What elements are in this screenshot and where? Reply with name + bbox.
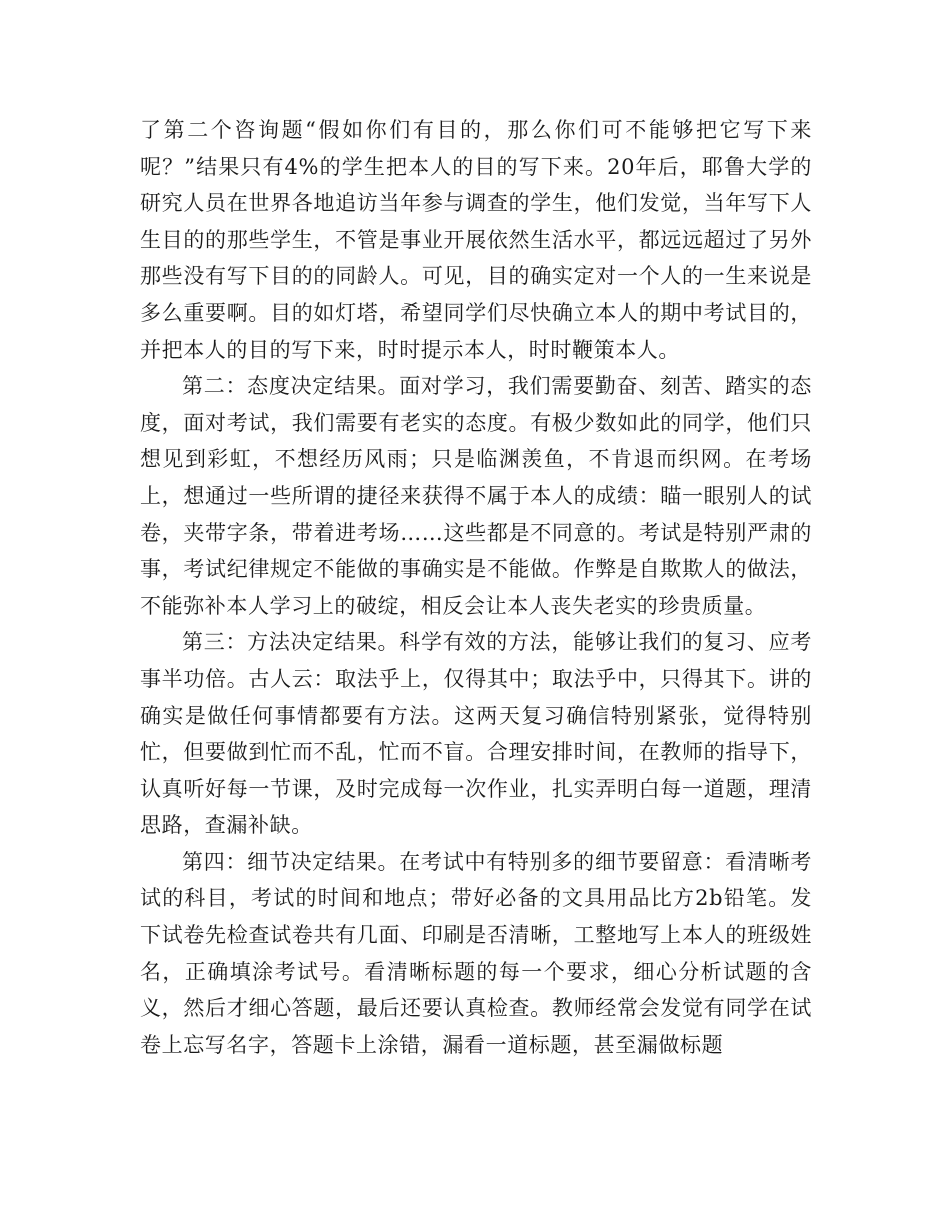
paragraph-goal-continuation: 了第二个咨询题“假如你们有目的，那么你们可不能够把它写下来呢？”结果只有4%的学生把本人的目的写下来。20年后，耶鲁大学的研究人员在世界各地追访当年参与调查的学生，他们发觉，当年写下人生目的的那些学生，不管是事业开展依然生活水平，都远远超过了另外那些没有写下目的的同龄人。可见，目的确实定对一个人的一生来说是多么重要啊。目的如灯塔，希望同学们尽快确立本人的期中考试目的，并把本人的目的写下来，时时提示本人，时时鞭策本人。: [140, 118, 812, 362]
paragraph-attitude: 第二：态度决定结果。面对学习，我们需要勤奋、刻苦、踏实的态度，面对考试，我们需要有老实的态度。有极少数如此的同学，他们只想见到彩虹，不想经历风雨；只是临渊羡鱼，不肯退而织网。在考场上，想通过一些所谓的捷径来获得不属于本人的成绩：瞄一眼别人的试卷，夹带字条，带着进考场……这些都是不同意的。考试是特别严肃的事，考试纪律规定不能做的事确实是不能做。作弊是自欺欺人的做法，不能弥补本人学习上的破绽，相反会让本人丧失老实的珍贵质量。: [140, 374, 812, 618]
paragraph-method: 第三：方法决定结果。科学有效的方法，能够让我们的复习、应考事半功倍。古人云：取法乎上，仅得其中；取法乎中，只得其下。讲的确实是做任何事情都要有方法。这两天复习确信特别紧张，觉得特别忙，但要做到忙而不乱，忙而不盲。合理安排时间，在教师的指导下，认真听好每一节课，及时完成每一次作业，扎实弄明白每一道题，理清思路，查漏补缺。: [140, 630, 812, 838]
document-body: [140, 112, 812, 1063]
paragraph-details: 第四：细节决定结果。在考试中有特别多的细节要留意：看清晰考试的科目，考试的时间和地点；带好必备的文具用品比方2b铅笔。发下试卷先检查试卷共有几面、印刷是否清晰，工整地写上本人的班级姓名，正确填涂考试号。看清晰标题的每一个要求，细心分析试题的含义，然后才细心答题，最后还要认真检查。教师经常会发觉有同学在试卷上忘写名字，答题卡上涂错，漏看一道标题，甚至漏做标题: [140, 849, 812, 1057]
